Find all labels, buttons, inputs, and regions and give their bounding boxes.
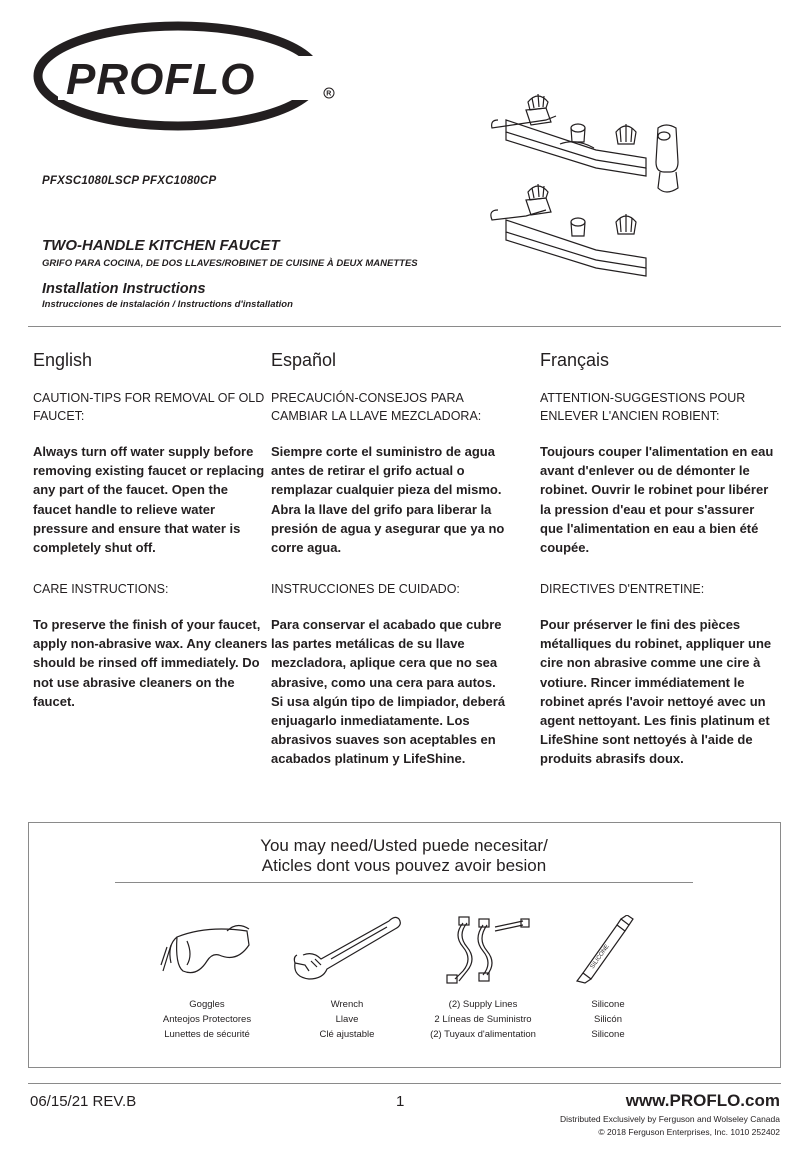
page-number: 1 (396, 1093, 405, 1110)
faucet-with-sprayer (492, 94, 678, 192)
tools-needed-title-line2: Aticles dont vous pouvez avoir besion (261, 856, 547, 875)
care-body: Para conservar el acabado que cubre las partes metálicas de su llave mezcladora, aplique cera que no sea abrasive, como una cera para autos. Si usa algún tipo de limpiador, deberá enjuagarlo inmediatamente. Los abrasivos suaves son aceptables en acabados platinum y LifeShine. (271, 617, 506, 767)
tool-label-en: Goggles (189, 999, 225, 1010)
instructions-subtitle: Instrucciones de instalación / Instructions d'installation (42, 299, 293, 310)
divider-bottom (28, 1083, 781, 1084)
language-heading: English (33, 350, 93, 370)
language-heading: Español (271, 350, 337, 370)
product-subtitle: GRIFO PARA COCINA, DE DOS LLAVES/ROBINET DE CUISINE À DEUX MANETTES (42, 258, 418, 269)
tool-label-en: Silicone (591, 999, 625, 1010)
tool-goggles (132, 915, 282, 1042)
model-numbers: PFXSC1080LSCP PFXC1080CP (42, 175, 217, 187)
caution-body: Siempre corte el suministro de agua antes de retirar el grifo actual o remplazar cualquier pieza del mismo. Abra la llave del grifo para liberar la presión de agua y asegurar que ya no corre agua. (271, 444, 505, 556)
tool-wrench (272, 915, 422, 1042)
column-spanish (271, 350, 506, 769)
caution-body: Always turn off water supply before removing existing faucet or replacing any part of the faucet. Open the faucet handle to relieve water pressure and ensure that water is completely shut off. (33, 444, 265, 556)
column-english (33, 350, 268, 711)
faucet-illustration (486, 80, 708, 288)
care-heading: CARE INSTRUCTIONS: (33, 582, 169, 596)
tools-divider (115, 882, 693, 883)
tools-needed-title (0, 836, 808, 876)
language-heading: Français (540, 350, 610, 370)
website-link[interactable]: www.PROFLO.com (625, 1091, 780, 1110)
tool-label-fr: (2) Tuyaux d'alimentation (430, 1029, 536, 1040)
tool-label-es: Silicón (594, 1014, 622, 1025)
proflo-logo (28, 18, 346, 138)
supply-lines-icon (433, 915, 533, 985)
goggles-icon (157, 915, 257, 985)
tool-label-fr: Clé ajustable (319, 1029, 375, 1040)
tool-silicone (533, 915, 683, 1042)
divider-top (28, 326, 781, 327)
svg-text:R: R (326, 90, 332, 98)
silicone-tube-icon (573, 915, 643, 985)
tool-label-en: (2) Supply Lines (448, 999, 518, 1010)
revision-date: 06/15/21 REV.B (30, 1093, 137, 1110)
caution-heading: ATTENTION-SUGGESTIONS POUR ENLEVER L'ANCIEN ROBIENT: (540, 391, 746, 423)
tool-label-es: Anteojos Protectores (162, 1014, 252, 1025)
wrench-icon (287, 915, 407, 985)
faucet-without-sprayer (491, 184, 646, 276)
tool-label-es: 2 Líneas de Suministro (434, 1014, 532, 1025)
tool-label-fr: Silicone (591, 1029, 625, 1040)
logo-text: PROFLO (66, 55, 256, 104)
copyright: © 2018 Ferguson Enterprises, Inc. 1010 252402 (598, 1127, 780, 1137)
care-body: Pour préserver le fini des pièces métalliques du robinet, appliquer une cire non abrasive comme une cire à votiure. Rincer immédiatement le robinet aprés l'avoir nettoyé avec un agent nettoyant. Les finis platinum et LifeShine sont nettoyés à l'aide de produits abrasifs doux. (540, 617, 772, 767)
caution-heading: PRECAUCIÓN-CONSEJOS PARA CAMBIAR LA LLAVE MEZCLADORA: (271, 391, 482, 423)
product-title: TWO-HANDLE KITCHEN FAUCET (42, 237, 280, 254)
tool-label-fr: Lunettes de sécurité (164, 1029, 250, 1040)
caution-heading: CAUTION-TIPS FOR REMOVAL OF OLD FAUCET: (33, 391, 265, 423)
instructions-title: Installation Instructions (42, 281, 206, 297)
care-body: To preserve the finish of your faucet, apply non-abrasive wax. Any cleaners should be rinsed off immediately. Do not use abrasive cleaners on the faucet. (33, 617, 268, 709)
care-heading: DIRECTIVES D'ENTRETINE: (540, 582, 705, 596)
tube-text: SILICONE (589, 943, 611, 971)
distribution-note: Distributed Exclusively by Ferguson and Wolseley Canada (559, 1114, 780, 1124)
tool-label-es: Llave (335, 1014, 359, 1025)
tools-needed-title-line1: You may need/Usted puede necesitar/ (260, 836, 548, 855)
caution-body: Toujours couper l'alimentation en eau avant d'enlever ou de démonter le robinet. Ouvrir le robinet pour libérer la pression d'eau et pour s'assurer que l'alimentation en eau a bien été coupée. (540, 444, 774, 556)
column-french (540, 350, 775, 769)
tool-label-en: Wrench (330, 999, 364, 1010)
care-heading: INSTRUCCIONES DE CUIDADO: (271, 582, 460, 596)
